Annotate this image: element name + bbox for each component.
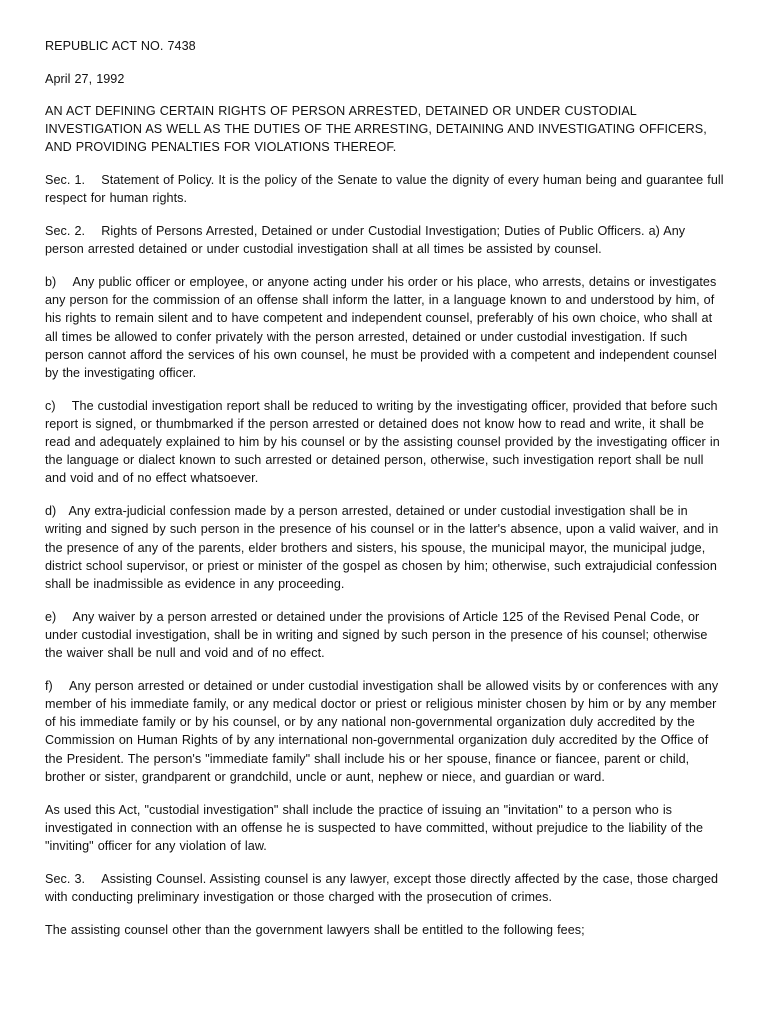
act-title: AN ACT DEFINING CERTAIN RIGHTS OF PERSON ARRESTED, DETAINED OR UNDER CUSTODIAL INVESTIGATION AS WELL AS THE DUTIES OF THE ARRESTING, DETAINING AND INVESTIGATING OFFICERS, AND PROVIDING PENALTIES FOR VIOLATIONS THEREOF. xyxy=(45,104,707,155)
section-2-paragraph-e: e) Any waiver by a person arrested or detained under the provisions of Article 125 of the Revised Penal Code, or under custodial investigation, shall be in writing and signed by such person in the presence of his counsel; otherwise the waiver shall be null and void and of no effect. xyxy=(45,609,708,661)
section-2-paragraph-c: c) The custodial investigation report shall be reduced to writing by the investigating officer, provided that before such report is signed, or thumbmarked if the person arrested or detained does not know how to read and write, it shall be read and adequately explained to him by his counsel or by the assisting counsel provided by the investigating officer in the language or dialect known to such arrested or detained person, otherwise, such investigation report shall be null and void and of no effect whatsoever. xyxy=(45,398,720,486)
act-date: April 27, 1992 xyxy=(45,71,125,86)
section-2-paragraph-f: f) Any person arrested or detained or under custodial investigation shall be allowed visits by or conferences with any member of his immediate family, or any medical doctor or priest or religious minister chosen by him or by any member of his immediate family or by his counsel, or by any national non-governmental organization duly accredited by the Commission on Human Rights of by any international non-governmental organization duly accredited by the Office of the President. The person's "immediate family" shall include his or her spouse, finance or fiancee, parent or child, brother or sister, grandparent or grandchild, uncle or aunt, nephew or niece, and guardian or ward. xyxy=(45,678,719,784)
section-2-paragraph-d: d) Any extra-judicial confession made by a person arrested, detained or under custodial investigation shall be in writing and signed by such person in the presence of his counsel or in the latter's absence, upon a valid waiver, and in the presence of any of the parents, elder brothers and sisters, his spouse, the municipal mayor, the municipal judge, district school supervisor, or priest or minister of the gospel as chosen by him; otherwise, such extrajudicial confession shall be inadmissible as evidence in any proceeding. xyxy=(45,504,719,591)
custodial-investigation-definition: As used this Act, "custodial investigation" shall include the practice of issuing an "invitation" to a person who is investigated in connection with an offense he is suspected to have committed, without prejudice to the liability of the "inviting" officer for any violation of law. xyxy=(45,802,704,853)
section-1-statement-of-policy: Sec. 1. Statement of Policy. It is the policy of the Senate to value the dignity of every human being and guarantee full respect for human rights. xyxy=(45,173,724,206)
section-2-rights-a: Sec. 2. Rights of Persons Arrested, Detained or under Custodial Investigation; Duties of Public Officers. a) Any person arrested detained or under custodial investigation shall at all times be assisted by counsel. xyxy=(45,224,686,257)
section-3-assisting-counsel: Sec. 3. Assisting Counsel. Assisting counsel is any lawyer, except those directly affected by the case, those charged with conducting preliminary investigation or those charged with the prosecution of crimes. xyxy=(45,871,719,904)
assisting-counsel-fees-intro: The assisting counsel other than the government lawyers shall be entitled to the following fees; xyxy=(45,922,585,937)
document-page xyxy=(45,37,727,953)
act-number: REPUBLIC ACT NO. 7438 xyxy=(45,39,196,53)
section-2-paragraph-b: b) Any public officer or employee, or anyone acting under his order or his place, who arrests, detains or investigates any person for the commission of an offense shall inform the latter, in a language known to and understood by him, of his rights to remain silent and to have competent and independent counsel, preferably of his own choice, who shall at all times be allowed to confer privately with the person arrested, detained or under custodial investigation. If such person cannot afford the services of his own counsel, he must be provided with a competent and independent counsel by the investigating officer. xyxy=(45,274,717,380)
